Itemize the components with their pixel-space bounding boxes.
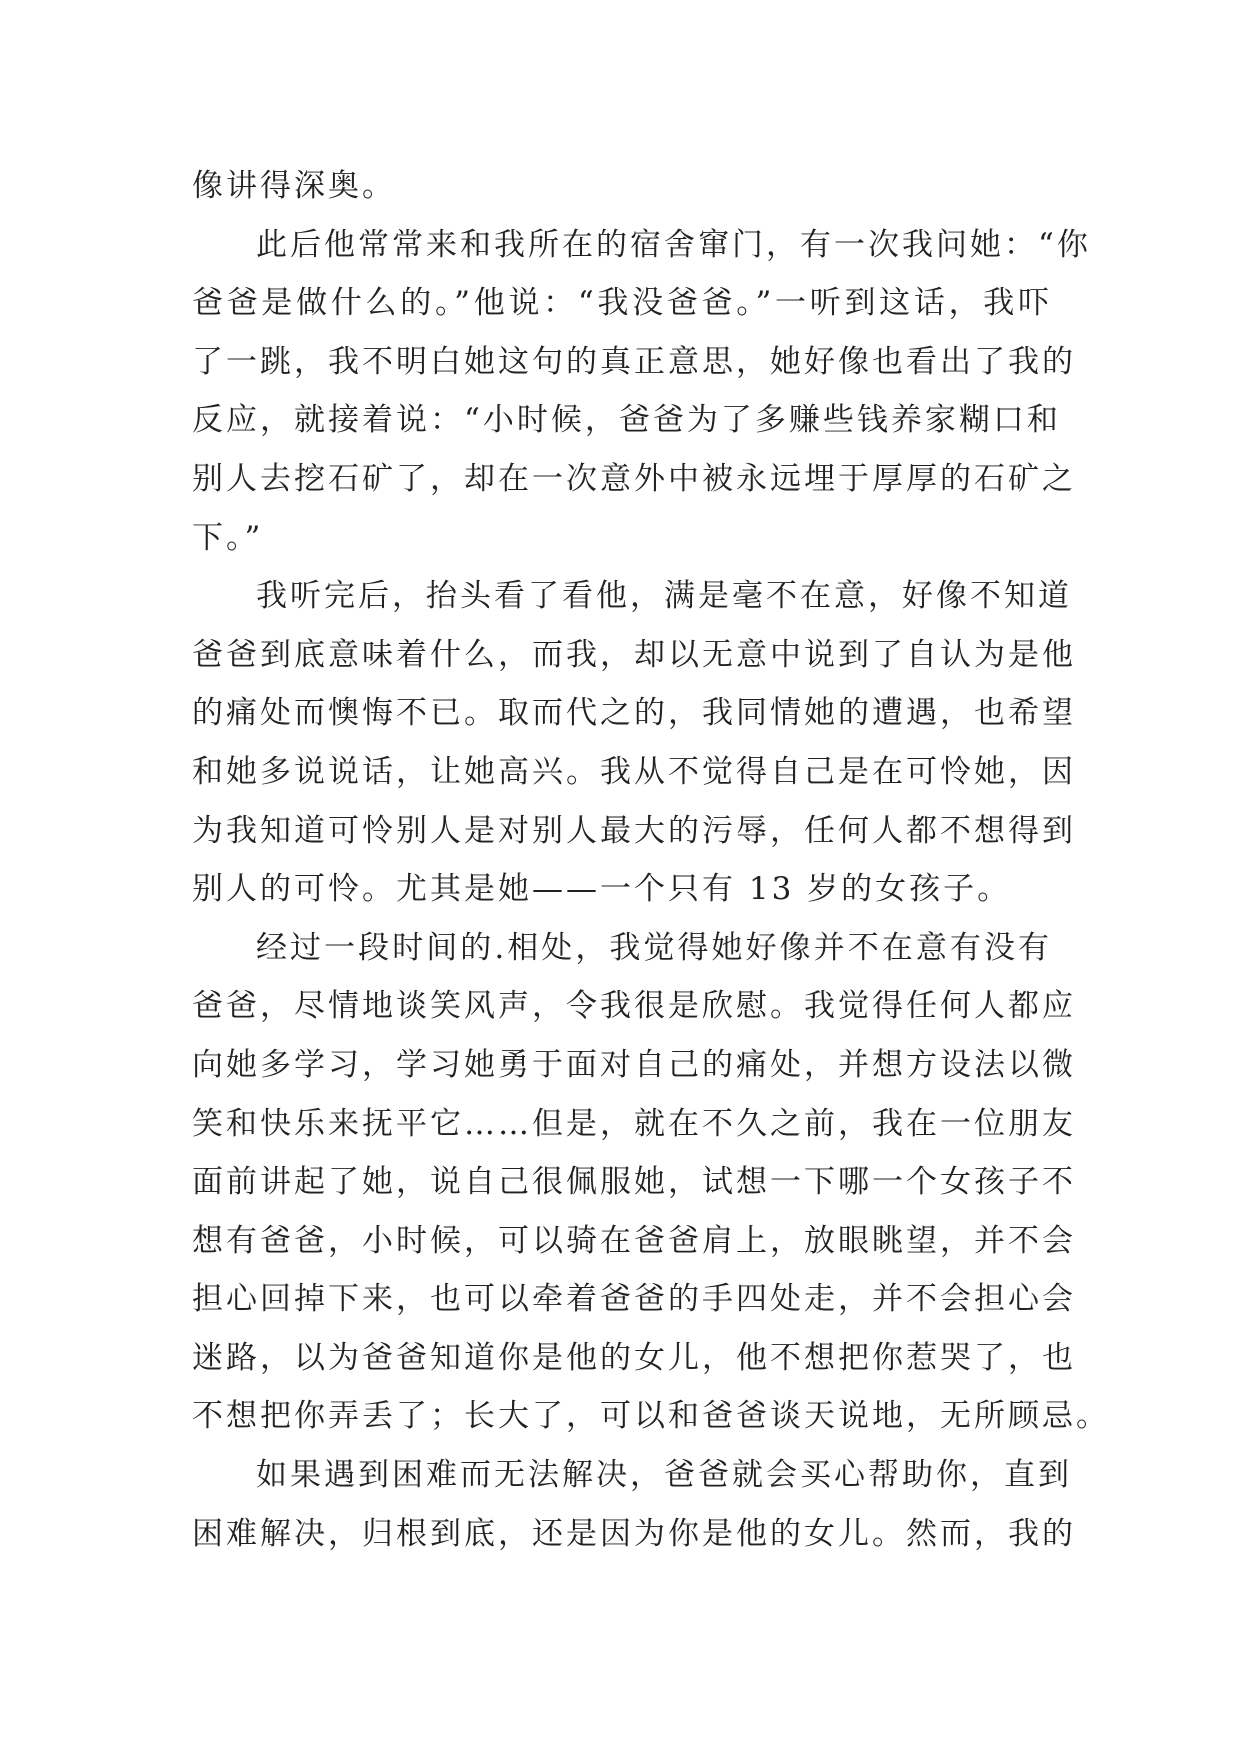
text-line: 不想把你弄丢了；长大了，可以和爸爸谈天说地，无所顾忌。 — [192, 1398, 1110, 1435]
body-text — [192, 157, 1110, 1563]
text-line: 经过一段时间的.相处，我觉得她好像并不在意有没有 — [256, 929, 1052, 966]
text-line: 面前讲起了她，说自己很佩服她，试想一下哪一个女孩子不 — [192, 1164, 1076, 1201]
text-line: 为我知道可怜别人是对别人最大的污辱，任何人都不想得到 — [192, 812, 1076, 849]
text-line: 爸爸，尽情地谈笑风声，令我很是欣慰。我觉得任何人都应 — [192, 988, 1076, 1025]
text-line: 想有爸爸，小时候，可以骑在爸爸肩上，放眼眺望，并不会 — [192, 1222, 1076, 1259]
text-line: 别人去挖石矿了，却在一次意外中被永远埋于厚厚的石矿之 — [192, 460, 1076, 497]
text-line: 爸爸是做什么的。”他说：“我没爸爸。”一听到这话，我吓 — [192, 285, 1052, 322]
text-line: 别人的可怜。尤其是她——一个只有 13 岁的女孩子。 — [192, 871, 1012, 908]
text-line: 迷路，以为爸爸知道你是他的女儿，他不想把你惹哭了，也 — [192, 1339, 1076, 1376]
text-line: 爸爸到底意味着什么，而我，却以无意中说到了自认为是他 — [192, 636, 1076, 673]
text-line: 向她多学习，学习她勇于面对自己的痛处，并想方设法以微 — [192, 1046, 1076, 1083]
text-line: 笑和快乐来抚平它……但是，就在不久之前，我在一位朋友 — [192, 1105, 1076, 1142]
text-line: 的痛处而懊悔不已。取而代之的，我同情她的遭遇，也希望 — [192, 695, 1076, 732]
text-line: 下。” — [192, 519, 264, 556]
text-line: 困难解决，归根到底，还是因为你是他的女儿。然而，我的 — [192, 1515, 1076, 1552]
text-line: 了一跳，我不明白她这句的真正意思，她好像也看出了我的 — [192, 343, 1076, 380]
text-line: 此后他常常来和我所在的宿舍窜门，有一次我问她：“你 — [256, 226, 1091, 263]
text-line: 担心回掉下来，也可以牵着爸爸的手四处走，并不会担心会 — [192, 1281, 1076, 1318]
text-line: 如果遇到困难而无法解决，爸爸就会买心帮助你，直到 — [256, 1457, 1072, 1494]
text-line: 反应，就接着说：“小时候，爸爸为了多赚些钱养家糊口和 — [192, 402, 1061, 439]
text-line: 像讲得深奥。 — [192, 168, 396, 204]
text-line: 我听完后，抬头看了看他，满是毫不在意，好像不知道 — [256, 578, 1072, 615]
text-line: 和她多说说话，让她高兴。我从不觉得自己是在可怜她，因 — [192, 753, 1076, 790]
